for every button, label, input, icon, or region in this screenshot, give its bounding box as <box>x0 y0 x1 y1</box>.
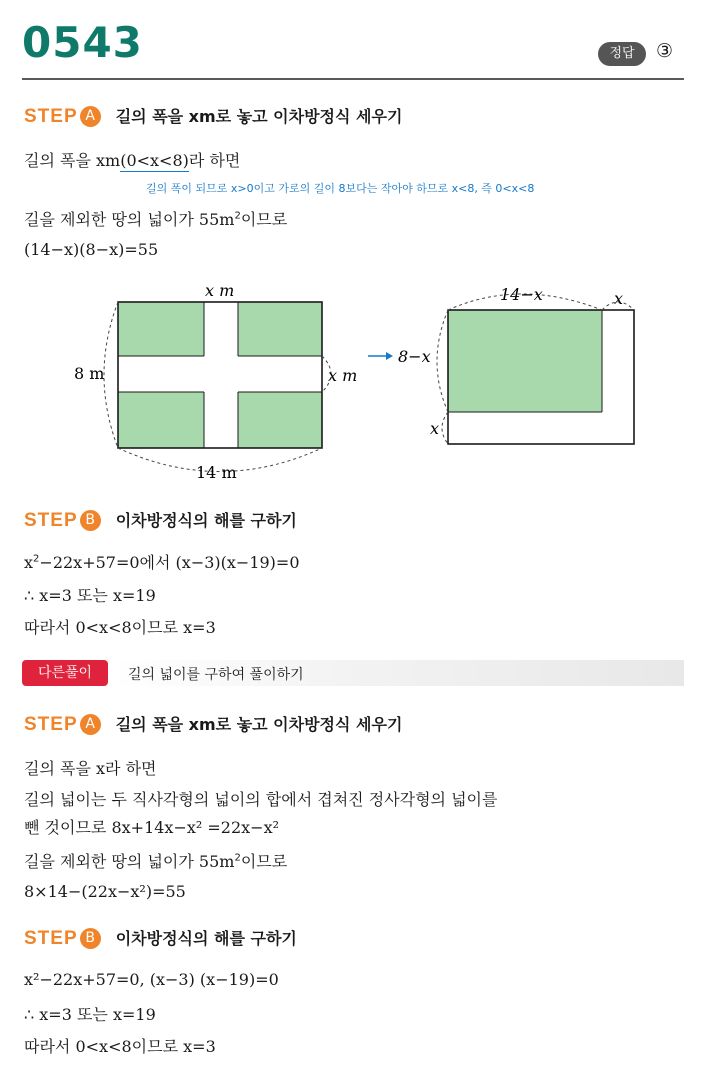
step-label: STEP <box>24 106 78 127</box>
step-a-line-1: 길의 폭을 xm(0<x<8)라 하면 <box>24 151 241 170</box>
field-patch <box>118 302 204 356</box>
alt-line-1: 길의 폭을 x라 하면 <box>24 759 157 778</box>
field-patch <box>238 302 322 356</box>
problem-number: 0543 <box>22 18 143 67</box>
answer-badge: 정답 <box>598 42 646 66</box>
left-field <box>74 281 357 482</box>
alt-b-line-2: ∴ x=3 또는 x=19 <box>24 1005 156 1024</box>
reduced-width-label: 14−x <box>500 285 543 304</box>
field-patch <box>238 392 322 448</box>
step-a-heading <box>24 712 402 736</box>
merged-field <box>448 310 602 412</box>
step-b-heading <box>24 508 297 532</box>
step-label: STEP <box>24 510 78 531</box>
alt-b-line-3: 따라서 0<x<8이므로 x=3 <box>24 1037 216 1056</box>
bottom-road-label: x <box>430 419 440 438</box>
corner-road-label: x <box>614 289 624 308</box>
step-label: STEP <box>24 714 78 735</box>
road-width-right-label: x m <box>328 366 358 385</box>
alt-b-line-1: x²−22x+57=0, (x−3) (x−19)=0 <box>24 970 279 989</box>
height-label: 8 m <box>74 364 105 383</box>
condition-note: 길의 폭이 되므로 x>0이고 가로의 길이 8보다는 작아야 하므로 x<8, 즉 0<x<8 <box>146 182 535 195</box>
width-label: 14 m <box>196 463 237 482</box>
step-letter: A <box>80 106 101 127</box>
step-label: STEP <box>24 928 78 949</box>
reduced-height-label: 8−x <box>398 347 431 366</box>
step-title: 이차방정식의 해를 구하기 <box>115 511 297 530</box>
condition-underlined: (0<x<8) <box>120 151 189 170</box>
step-title: 이차방정식의 해를 구하기 <box>115 929 297 948</box>
step-a-equation: (14−x)(8−x)=55 <box>24 240 159 259</box>
step-letter: B <box>80 510 101 531</box>
right-field <box>430 285 634 444</box>
step-title: 길의 폭을 xm로 놓고 이차방정식 세우기 <box>115 107 403 126</box>
step-a-heading <box>24 104 402 128</box>
road-width-top-label: x m <box>205 281 235 300</box>
field-diagram <box>0 270 706 490</box>
step-b-line-1: $x^2-22x+57=0$에서 (x−3)(x−19)=0 <box>24 553 300 572</box>
answer-value: ③ <box>656 40 674 62</box>
step-letter: B <box>80 928 101 949</box>
alt-line-4: 길을 제외한 땅의 넓이가 $55m^2$이므로 <box>24 852 288 871</box>
alt-line-3: 뺀 것이므로 8x+14x−x² =22x−x² <box>24 818 280 837</box>
alt-solution-badge: 다른풀이 <box>22 660 108 686</box>
step-b-line-2: ∴ x=3 또는 x=19 <box>24 586 156 605</box>
alt-equation: 8×14−(22x−x²)=55 <box>24 882 186 901</box>
transform-arrow <box>368 352 393 360</box>
header-divider <box>22 78 684 80</box>
step-letter: A <box>80 714 101 735</box>
step-a-line-2: 길을 제외한 땅의 넓이가 $55m^2$이므로 <box>24 210 288 229</box>
field-patch <box>118 392 204 448</box>
alt-line-2: 길의 넓이는 두 직사각형의 넓이의 합에서 겹쳐진 정사각형의 넓이를 <box>24 790 498 809</box>
alt-solution-title: 길의 넓이를 구하여 풀이하기 <box>128 667 304 683</box>
step-b-heading <box>24 926 297 950</box>
step-title: 길의 폭을 xm로 놓고 이차방정식 세우기 <box>115 715 403 734</box>
step-b-line-3: 따라서 0<x<8이므로 x=3 <box>24 618 216 637</box>
